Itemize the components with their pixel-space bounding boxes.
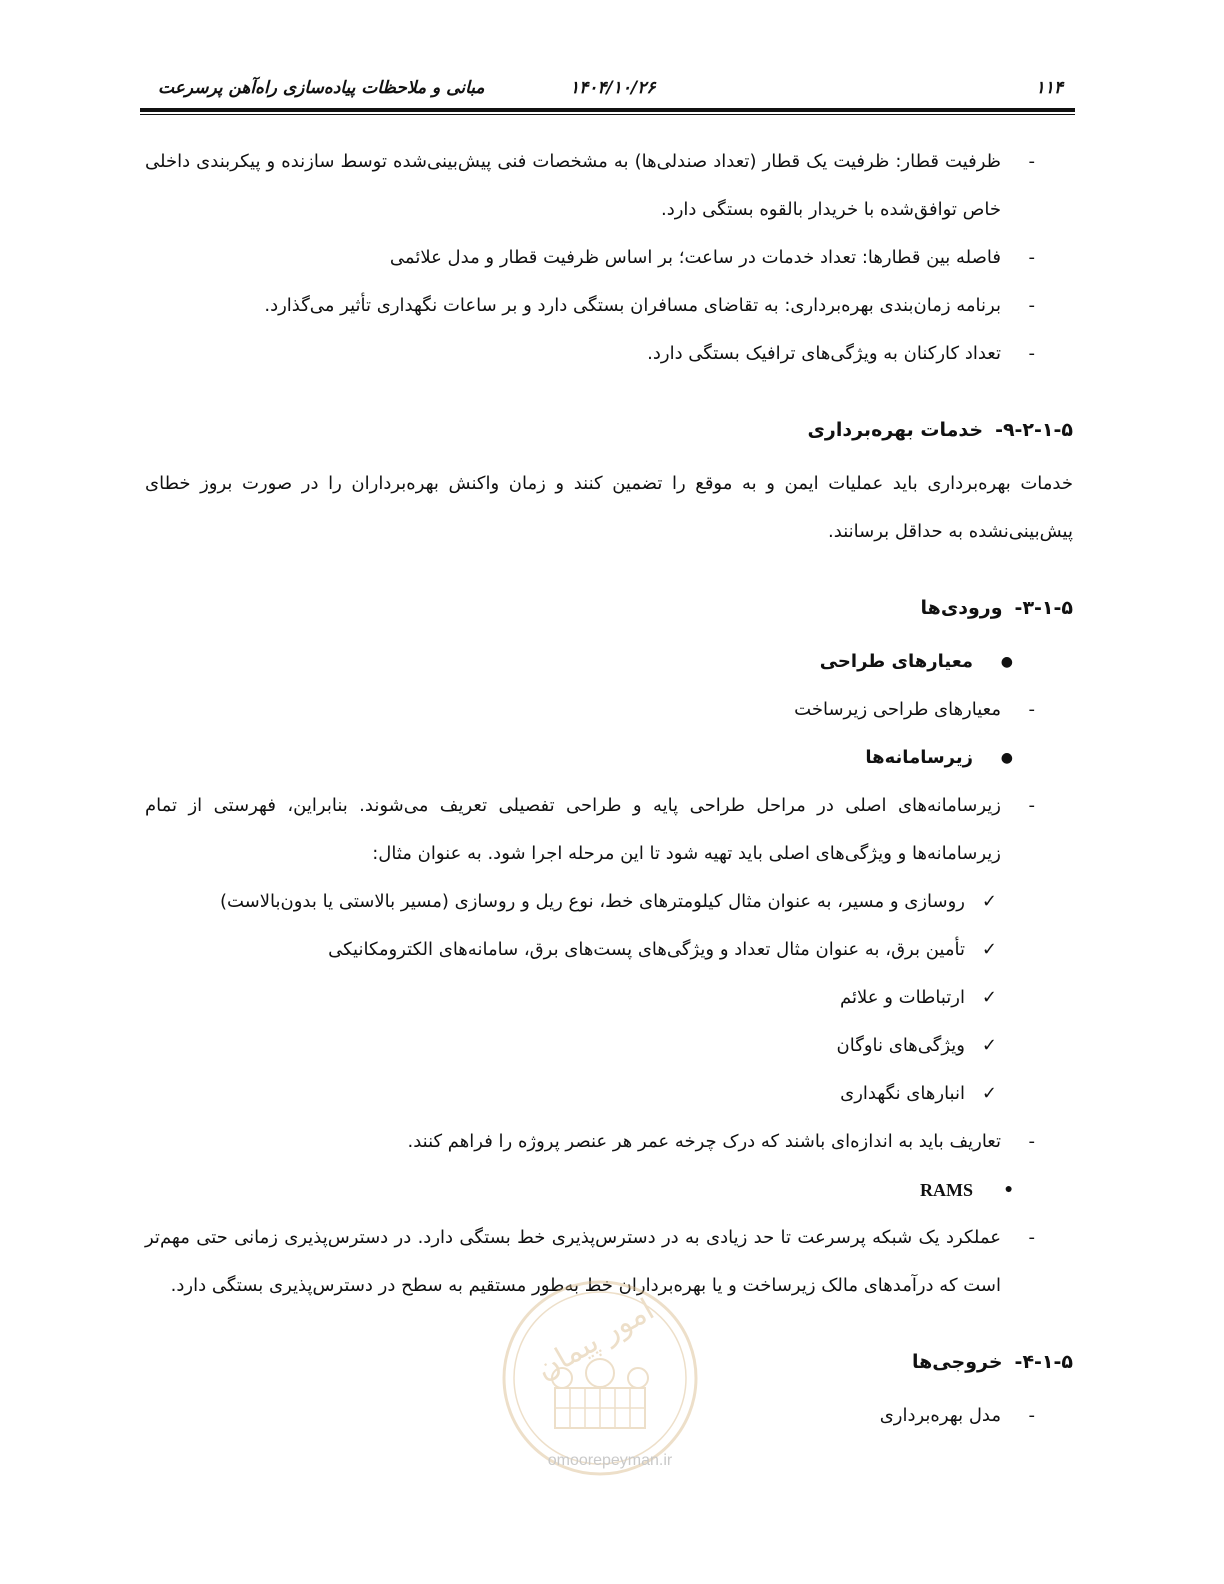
dash-marker: -	[1028, 295, 1035, 316]
bullet-heading: ● RAMS	[145, 1166, 1073, 1214]
check-item: ✓ ارتباطات و علائم	[145, 974, 1073, 1022]
list-item: - برنامه زمان‌بندی بهره‌برداری: به تقاضای مسافران بستگی دارد و بر ساعات نگهداری تأثیر می‌گذارد.	[145, 282, 1073, 330]
header-date: ۱۴۰۴/۱۰/۲۶	[570, 78, 656, 98]
list-item: - تعداد کارکنان به ویژگی‌های ترافیک بستگی دارد.	[145, 330, 1073, 378]
check-icon: ✓	[981, 987, 997, 1008]
bullet-heading: ● معیارهای طراحی	[145, 638, 1073, 686]
section-heading-3-1-5: ۳-۱-۵-ورودی‌ها	[920, 597, 1073, 619]
section-heading-9-2-1-5: ۹-۲-۱-۵-خدمات بهره‌برداری	[807, 419, 1073, 441]
header-rule-thick	[140, 108, 1075, 112]
list-item: - عملکرد یک شبکه پرسرعت تا حد زیادی به در دسترس‌پذیری خط بستگی دارد. در دسترس‌پذیری زمانی حتی مهم‌تر است که درآمدهای مالک زیرساخت و یا بهره‌برداران خط به‌طور مستقیم به سطح در دسترس‌پذیری بستگی دارد.	[145, 1214, 1073, 1310]
list-item: - ظرفیت قطار: ظرفیت یک قطار (تعداد صندلی‌ها) به مشخصات فنی پیش‌بینی‌شده توسط سازنده و پیکربندی داخلی خاص توافق‌شده با خریدار بالقوه بستگی دارد.	[145, 138, 1073, 234]
page-header	[140, 68, 1075, 112]
svg-text:امور پیمان: امور پیمان	[530, 1292, 661, 1388]
header-title: مبانی و ملاحظات پیاده‌سازی راه‌آهن پرسرعت	[158, 78, 485, 98]
bullet-icon: ●	[1004, 1182, 1013, 1197]
check-item: ✓ تأمین برق، به عنوان مثال تعداد و ویژگی‌های پست‌های برق، سامانه‌های الکترومکانیکی	[145, 926, 1073, 974]
watermark-url: omoorepeyman.ir	[547, 1452, 673, 1469]
check-icon: ✓	[981, 1035, 997, 1056]
dash-marker: -	[1028, 1131, 1035, 1152]
check-icon: ✓	[981, 939, 997, 960]
list-item: - فاصله بین قطارها: تعداد خدمات در ساعت؛ بر اساس ظرفیت قطار و مدل علائمی	[145, 234, 1073, 282]
section-heading-4-1-5: ۴-۱-۵-خروجی‌ها	[912, 1351, 1073, 1373]
check-icon: ✓	[981, 891, 997, 912]
dash-marker: -	[1028, 699, 1035, 720]
page-body	[145, 138, 1073, 1440]
bullet-heading: ● زیرسامانه‌ها	[145, 734, 1073, 782]
seal-watermark-icon	[500, 1278, 700, 1478]
header-rule-thin	[140, 114, 1075, 115]
check-item: ✓ انبارهای نگهداری	[145, 1070, 1073, 1118]
dash-marker: -	[1028, 1405, 1035, 1426]
list-item: - مدل بهره‌برداری	[145, 1392, 1073, 1440]
check-item: ✓ روسازی و مسیر، به عنوان مثال کیلومترهای خط، نوع ریل و روسازی (مسیر بالاستی یا بدون‌بالاست)	[145, 878, 1073, 926]
dash-marker: -	[1028, 151, 1035, 172]
dash-marker: -	[1028, 247, 1035, 268]
bullet-icon: ●	[1000, 750, 1013, 766]
dash-marker: -	[1028, 343, 1035, 364]
check-icon: ✓	[981, 1083, 997, 1104]
dash-marker: -	[1028, 1227, 1035, 1248]
check-item: ✓ ویژگی‌های ناوگان	[145, 1022, 1073, 1070]
section-paragraph: خدمات بهره‌برداری باید عملیات ایمن و به موقع را تضمین کنند و زمان واکنش بهره‌برداران را در صورت بروز خطای پیش‌بینی‌نشده به حداقل برسانند.	[145, 473, 1073, 542]
dash-marker: -	[1028, 795, 1035, 816]
page-number: ۱۱۴	[1035, 78, 1063, 98]
list-item: - تعاریف باید به اندازه‌ای باشند که درک چرخه عمر هر عنصر پروژه را فراهم کنند.	[145, 1118, 1073, 1166]
list-item: - معیارهای طراحی زیرساخت	[145, 686, 1073, 734]
list-item: - زیرسامانه‌های اصلی در مراحل طراحی پایه و طراحی تفصیلی تعریف می‌شوند. بنابراین، فهرستی از تمام زیرسامانه‌ها و ویژگی‌های اصلی باید تهیه شود تا این مرحله اجرا شود. به عنوان مثال:	[145, 782, 1073, 878]
bullet-icon: ●	[1000, 654, 1013, 670]
